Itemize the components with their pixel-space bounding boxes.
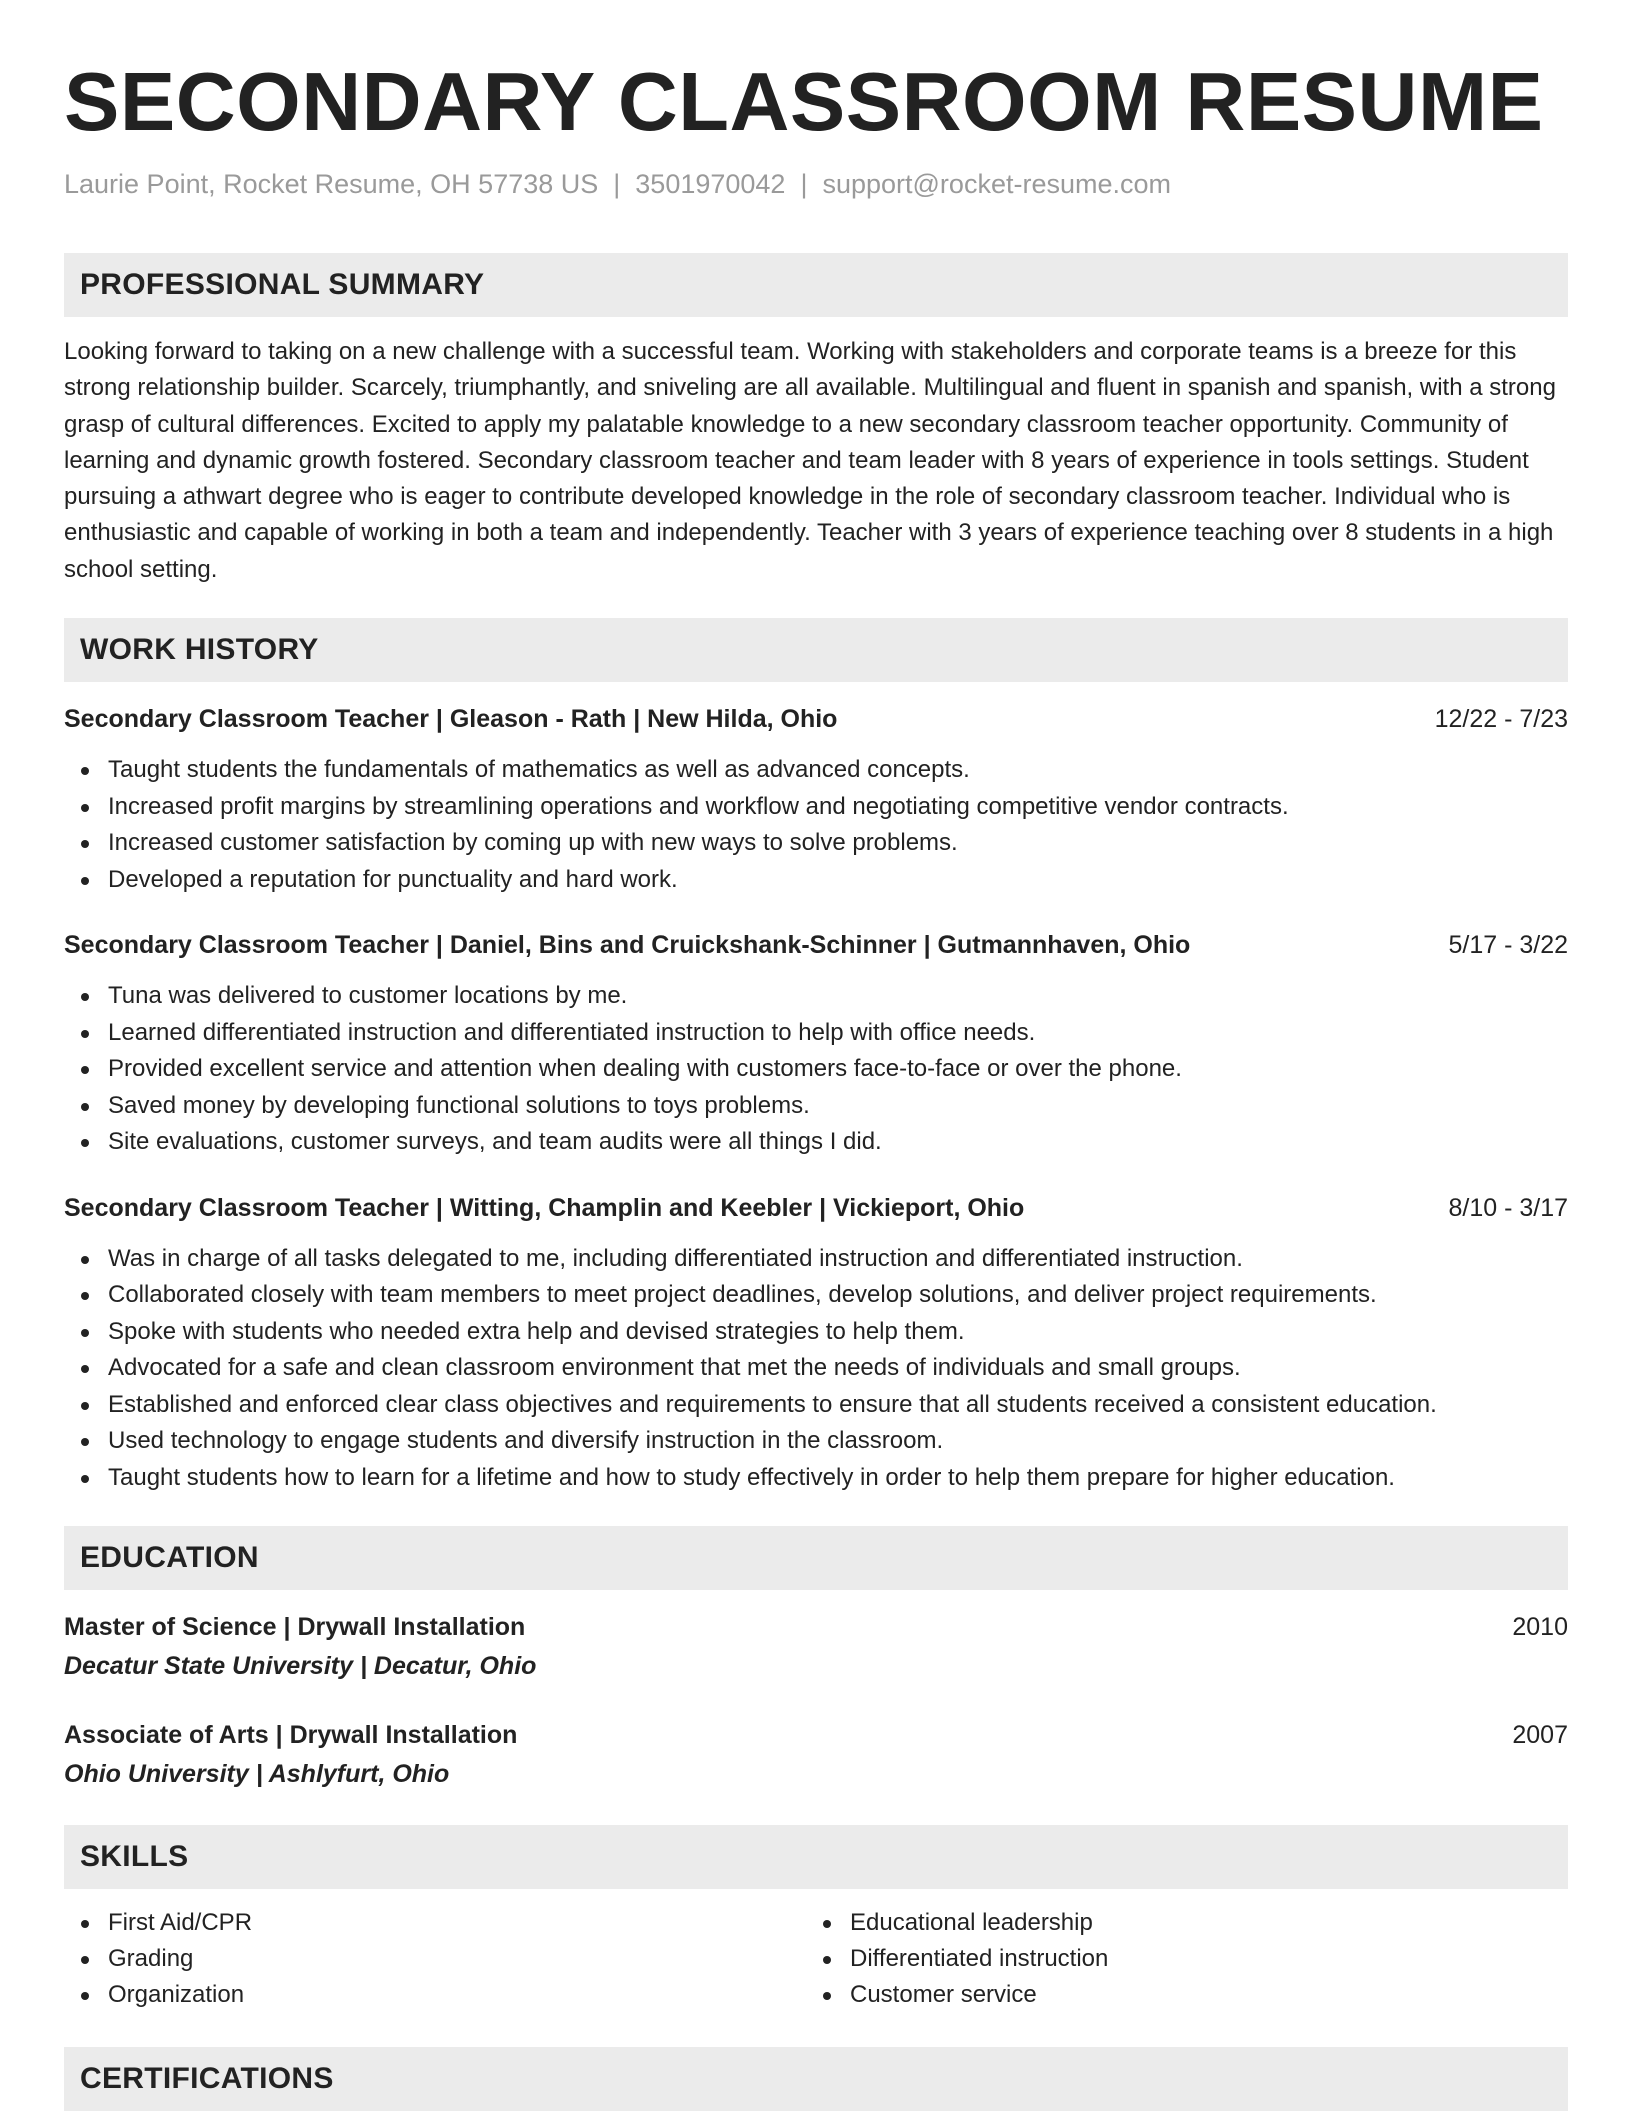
job-bullet (64, 752, 1568, 789)
job-bullet (64, 1088, 1568, 1125)
job-bullet (64, 1241, 1568, 1278)
job-bullet (64, 862, 1568, 899)
contact-line (64, 166, 1568, 202)
job-bullet-text: Used technology to engage students and diversify instruction in the classroom. (108, 1427, 944, 1455)
job-entry (64, 702, 1568, 898)
job-bullet (64, 1423, 1568, 1460)
section-header-skills: SKILLS (64, 1825, 1568, 1889)
job-bullet-text: Taught students the fundamentals of mathematics as well as advanced concepts. (108, 756, 970, 784)
job-dates: 8/10 - 3/17 (1448, 1193, 1568, 1222)
job-header (64, 1191, 1568, 1225)
job-bullet (64, 1314, 1568, 1351)
job-bullet (64, 978, 1568, 1015)
job-entry (64, 928, 1568, 1161)
job-bullet (64, 1124, 1568, 1161)
skills-grid (64, 1905, 1568, 2013)
bullet-icon (81, 840, 89, 848)
bullet-icon (823, 1956, 831, 1964)
section-header-work-history: WORK HISTORY (64, 618, 1568, 682)
skill-text: Organization (108, 1981, 245, 2009)
contact-separator: | (800, 169, 808, 199)
education-year: 2007 (1512, 1721, 1568, 1750)
job-bullets (64, 1241, 1568, 1497)
bullet-icon (81, 1292, 89, 1300)
job-bullet-text: Provided excellent service and attention when dealing with customers face-to-face or over the phone. (108, 1055, 1182, 1083)
education-school: Decatur State University | Decatur, Ohio (64, 1652, 537, 1681)
bullet-icon (81, 767, 89, 775)
resume-title: SECONDARY CLASSROOM RESUME (64, 55, 1544, 148)
bullet-icon (81, 877, 89, 885)
job-bullet-text: Tuna was delivered to customer locations by me. (108, 982, 628, 1010)
job-entry (64, 1191, 1568, 1497)
bullet-icon (81, 1066, 89, 1074)
job-bullet-text: Increased customer satisfaction by coming up with new ways to solve problems. (108, 829, 958, 857)
bullet-icon (81, 1992, 89, 2000)
job-bullet (64, 825, 1568, 862)
education-entry (64, 1718, 1568, 1792)
contact-address: Laurie Point, Rocket Resume, OH 57738 US (64, 169, 599, 199)
bullet-icon (823, 1992, 831, 2000)
skill-text: Customer service (850, 1981, 1037, 2009)
job-bullet (64, 789, 1568, 826)
job-bullet (64, 1015, 1568, 1052)
bullet-icon (81, 1365, 89, 1373)
skill-item (64, 1905, 806, 1941)
skill-item (64, 1977, 806, 2013)
skills-list (806, 1905, 1548, 2013)
skill-item (806, 1905, 1548, 1941)
skill-text: Educational leadership (850, 1909, 1093, 1937)
job-bullet (64, 1277, 1568, 1314)
education-header (64, 1610, 1568, 1644)
contact-phone: 3501970042 (635, 169, 786, 199)
job-header (64, 702, 1568, 736)
skill-item (806, 1977, 1548, 2013)
skills-list (64, 1905, 806, 2013)
job-bullet-text: Taught students how to learn for a lifetime and how to study effectively in order to help them prepare for higher education. (108, 1463, 1395, 1491)
job-bullet-text: Established and enforced clear class objectives and requirements to ensure that all students received a consistent education. (108, 1390, 1437, 1418)
bullet-icon (81, 804, 89, 812)
bullet-icon (81, 1956, 89, 1964)
job-dates: 5/17 - 3/22 (1448, 931, 1568, 960)
skill-text: Grading (108, 1945, 194, 1973)
education-entry (64, 1610, 1568, 1684)
job-title: Secondary Classroom Teacher | Daniel, Bins and Cruickshank-Schinner | Gutmannhaven, Ohio (64, 931, 1191, 960)
section-header-education: EDUCATION (64, 1526, 1568, 1590)
education-degree: Master of Science | Drywall Installation (64, 1613, 526, 1642)
skill-item (64, 1941, 806, 1977)
education-header (64, 1718, 1568, 1752)
job-title: Secondary Classroom Teacher | Gleason - Rath | New Hilda, Ohio (64, 705, 838, 734)
job-bullet-text: Increased profit margins by streamlining operations and workflow and negotiating competitive vendor contracts. (108, 792, 1289, 820)
bullet-icon (823, 1920, 831, 1928)
education-degree: Associate of Arts | Drywall Installation (64, 1721, 518, 1750)
job-title: Secondary Classroom Teacher | Witting, Champlin and Keebler | Vickieport, Ohio (64, 1193, 1025, 1222)
contact-email: support@rocket-resume.com (822, 169, 1171, 199)
skill-text: First Aid/CPR (108, 1909, 253, 1937)
section-header-certifications: CERTIFICATIONS (64, 2047, 1568, 2111)
job-bullet-text: Saved money by developing functional solutions to toys problems. (108, 1091, 810, 1119)
job-bullet (64, 1350, 1568, 1387)
resume-page (64, 52, 1568, 2111)
bullet-icon (81, 1256, 89, 1264)
job-bullet-text: Developed a reputation for punctuality and hard work. (108, 865, 678, 893)
education-school: Ohio University | Ashlyfurt, Ohio (64, 1760, 450, 1789)
bullet-icon (81, 1920, 89, 1928)
bullet-icon (81, 1402, 89, 1410)
summary-text: Looking forward to taking on a new challenge with a successful team. Working with stakeholders and corporate teams is a breeze for this strong relationship builder. Scarcely, triumphantly, and sniveling are all available. Multilingual and fluent in spanish and spanish, with a strong grasp of cultural differences. Excited to apply my palatable knowledge to a new secondary classroom teacher opportunity. Community of learning and dynamic growth fostered. Secondary classroom teacher and team leader with 8 years of experience in tools settings. Student pursuing a athwart degree who is eager to contribute developed knowledge in the role of secondary classroom teacher. Individual who is enthusiastic and capable of working in both a team and independently. Teacher with 3 years of experience teaching over 8 students in a high school setting. (64, 338, 1556, 583)
job-bullet-text: Spoke with students who needed extra help and devised strategies to help them. (108, 1317, 965, 1345)
bullet-icon (81, 1030, 89, 1038)
skills-column-right (806, 1905, 1548, 2013)
bullet-icon (81, 1475, 89, 1483)
skills-column-left (64, 1905, 806, 2013)
job-bullet-text: Collaborated closely with team members to meet project deadlines, develop solutions, and deliver project requirements. (108, 1281, 1377, 1309)
job-bullet-text: Learned differentiated instruction and differentiated instruction to help with office needs. (108, 1018, 1036, 1046)
bullet-icon (81, 1139, 89, 1147)
skill-text: Differentiated instruction (850, 1945, 1109, 1973)
job-bullets (64, 752, 1568, 898)
job-bullet-text: Was in charge of all tasks delegated to me, including differentiated instruction and differentiated instruction. (108, 1244, 1243, 1272)
job-bullets (64, 978, 1568, 1161)
bullet-icon (81, 1438, 89, 1446)
job-bullet-text: Site evaluations, customer surveys, and team audits were all things I did. (108, 1128, 882, 1156)
bullet-icon (81, 1103, 89, 1111)
skill-item (806, 1941, 1548, 1977)
bullet-icon (81, 993, 89, 1001)
job-bullet (64, 1387, 1568, 1424)
job-dates: 12/22 - 7/23 (1434, 705, 1568, 734)
job-bullet (64, 1460, 1568, 1497)
job-bullet-text: Advocated for a safe and clean classroom environment that met the needs of individuals and small groups. (108, 1354, 1241, 1382)
job-header (64, 928, 1568, 962)
education-year: 2010 (1512, 1613, 1568, 1642)
section-header-summary: PROFESSIONAL SUMMARY (64, 253, 1568, 317)
job-bullet (64, 1051, 1568, 1088)
contact-separator: | (613, 169, 621, 199)
bullet-icon (81, 1329, 89, 1337)
